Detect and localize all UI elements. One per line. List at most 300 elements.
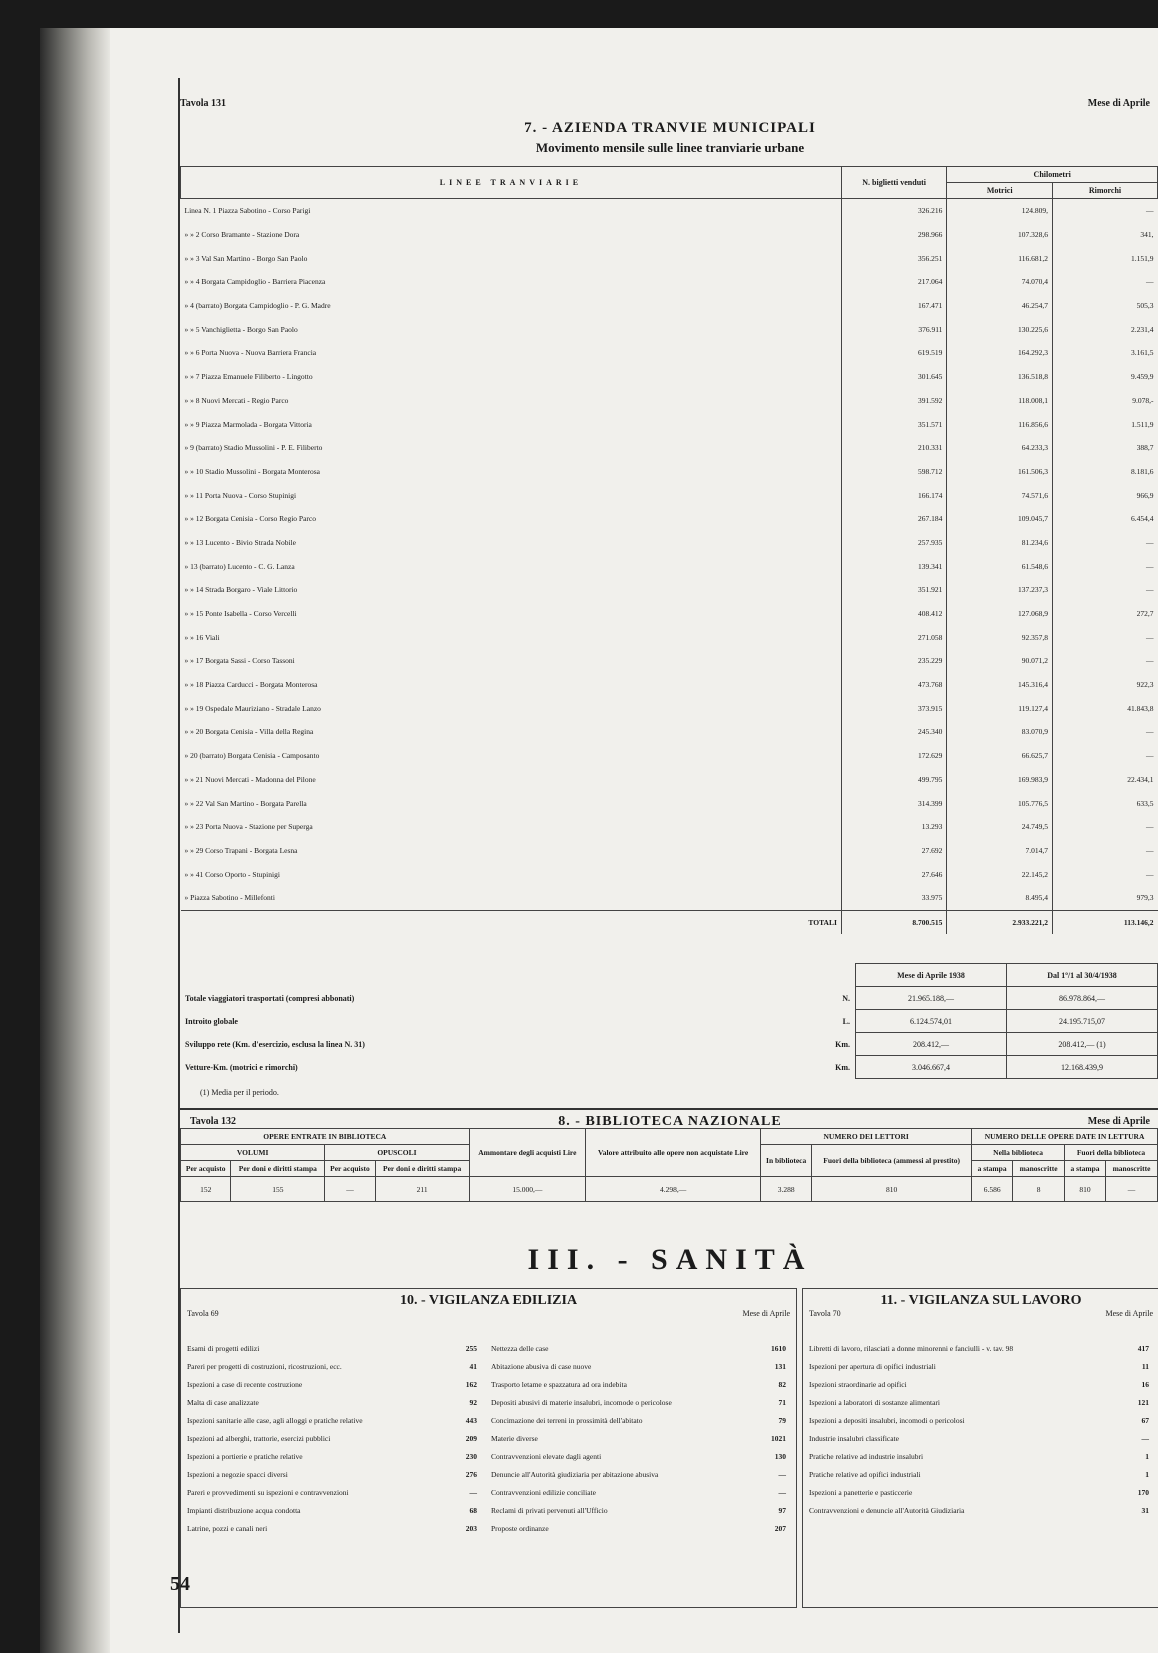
- list-item: [187, 1470, 477, 1479]
- section-7-subtitle: Movimento mensile sulle linee tranviarie urbane: [535, 140, 805, 155]
- km-trailer: 8.181,6: [1052, 460, 1157, 484]
- line-description: » » 2 Corso Bramante - Stazione Dora: [184, 230, 300, 240]
- h-stampa-out: a stampa: [1065, 1161, 1106, 1177]
- item-value: 162: [465, 1380, 477, 1389]
- km-motor: 161.506,3: [947, 460, 1053, 484]
- item-value: 417: [1137, 1344, 1149, 1353]
- h-acq-opu: Per acquisto: [325, 1161, 375, 1177]
- h-mano-out: manoscritte: [1106, 1161, 1158, 1177]
- section-10-box: [180, 1288, 797, 1608]
- h-opdate: NUMERO DELLE OPERE DATE IN LETTURA: [972, 1129, 1158, 1145]
- list-item: [491, 1362, 786, 1371]
- table-row: [181, 294, 1158, 318]
- list-item: [187, 1524, 477, 1533]
- h-nella: Nella biblioteca: [972, 1145, 1065, 1161]
- list-item: [809, 1470, 1149, 1479]
- km-trailer: 1.511,9: [1052, 412, 1157, 436]
- library-value: 8: [1013, 1177, 1065, 1202]
- km-motor: 116.856,6: [947, 412, 1053, 436]
- summary-unit: Km.: [835, 1062, 850, 1072]
- summary-head-period: Dal 1º/1 al 30/4/1938: [1007, 964, 1158, 987]
- table-row: [181, 768, 1158, 792]
- tickets-sold: 267.184: [841, 507, 947, 531]
- km-trailer: 9.078,-: [1052, 389, 1157, 413]
- km-trailer: —: [1052, 839, 1157, 863]
- line-description: Linea N. 1 Piazza Sabotino - Corso Parigi: [184, 206, 311, 216]
- h-acq-vol: Per acquisto: [181, 1161, 231, 1177]
- item-label: Ispezioni straordinarie ad opifici: [809, 1380, 907, 1389]
- km-motor: 8.495,4: [947, 886, 1053, 910]
- library-value: 155: [231, 1177, 325, 1202]
- table-69-number: Tavola 69: [187, 1309, 219, 1318]
- item-label: Trasporto letame e spazzatura ad ora indebita: [491, 1380, 627, 1389]
- tickets-sold: 373.915: [841, 696, 947, 720]
- summary-month-value: 208.412,—: [856, 1033, 1007, 1056]
- list-item: [187, 1362, 477, 1371]
- total-trailer: 113.146,2: [1052, 910, 1157, 934]
- km-trailer: 6.454,4: [1052, 507, 1157, 531]
- summary-head-month: Mese di Aprile 1938: [856, 964, 1007, 987]
- h-mano-in: manoscritte: [1013, 1161, 1065, 1177]
- summary-unit: L.: [842, 1016, 850, 1026]
- list-item: [809, 1452, 1149, 1461]
- km-motor: 74.571,6: [947, 483, 1053, 507]
- table-row: [181, 436, 1158, 460]
- item-value: 71: [778, 1398, 786, 1407]
- month-label: Mese di Aprile: [1087, 98, 1150, 109]
- list-item: [809, 1398, 1149, 1407]
- list-item: [491, 1344, 786, 1353]
- line-description: » » 13 Lucento - Bivio Strada Nobile: [184, 537, 296, 547]
- km-trailer: —: [1052, 578, 1157, 602]
- item-value: 276: [465, 1470, 477, 1479]
- line-description: » » 10 Stadio Mussolini - Borgata Monterosa: [184, 466, 320, 476]
- tickets-sold: 217.064: [841, 270, 947, 294]
- section-11-box: [802, 1288, 1158, 1608]
- list-item: [187, 1434, 477, 1443]
- item-label: Ispezioni a negozie spacci diversi: [187, 1470, 288, 1479]
- table-row: [181, 696, 1158, 720]
- list-item: [187, 1380, 477, 1389]
- item-label: Nettezza delle case: [491, 1344, 549, 1353]
- tickets-sold: 13.293: [841, 815, 947, 839]
- item-label: Latrine, pozzi e canali neri: [187, 1524, 268, 1533]
- tickets-sold: 271.058: [841, 625, 947, 649]
- line-description: » » 21 Nuovi Mercati - Madonna del Pilone: [184, 774, 316, 784]
- tickets-sold: 27.692: [841, 839, 947, 863]
- tickets-sold: 257.935: [841, 531, 947, 555]
- item-value: —: [778, 1470, 786, 1479]
- km-motor: 74.070,4: [947, 270, 1053, 294]
- tickets-sold: 166.174: [841, 483, 947, 507]
- km-trailer: 979,3: [1052, 886, 1157, 910]
- table-number: Tavola 131: [180, 98, 227, 109]
- list-item: [187, 1344, 477, 1353]
- tickets-sold: 314.399: [841, 791, 947, 815]
- summary-label: Totale viaggiatori trasportati (compresi abbonati): [185, 993, 355, 1003]
- item-label: Ispezioni per apertura di opifici industriali: [809, 1362, 936, 1371]
- line-description: » » 23 Porta Nuova - Stazione per Superga: [184, 822, 313, 832]
- km-trailer: —: [1052, 862, 1157, 886]
- list-item: [491, 1506, 786, 1515]
- summary-label: Vetture-Km. (motrici e rimorchi): [185, 1062, 298, 1072]
- tickets-sold: 245.340: [841, 720, 947, 744]
- line-description: » 9 (barrato) Stadio Mussolini - P. E. Filiberto: [184, 443, 323, 453]
- summary-month-value: 21.965.188,—: [856, 987, 1007, 1010]
- km-motor: 137.237,3: [947, 578, 1053, 602]
- item-value: 67: [1141, 1416, 1149, 1425]
- book-spine-shadow: [40, 28, 110, 1653]
- tickets-sold: 298.966: [841, 223, 947, 247]
- line-description: » » 20 Borgata Cenisia - Villa della Regina: [184, 727, 314, 737]
- km-motor: 119.127,4: [947, 696, 1053, 720]
- tickets-sold: 598.712: [841, 460, 947, 484]
- line-description: » 20 (barrato) Borgata Cenisia - Camposanto: [184, 751, 320, 761]
- library-value: 810: [1065, 1177, 1106, 1202]
- km-trailer: —: [1052, 720, 1157, 744]
- item-label: Industrie insalubri classificate: [809, 1434, 899, 1443]
- km-trailer: 272,7: [1052, 602, 1157, 626]
- table-row: [181, 341, 1158, 365]
- km-motor: 83.070,9: [947, 720, 1053, 744]
- item-label: Ispezioni a panetterie e pasticcerie: [809, 1488, 913, 1497]
- section-11-title: 11. - VIGILANZA SUL LAVORO: [880, 1293, 1082, 1308]
- line-description: » » 41 Corso Oporto - Stupinigi: [184, 869, 280, 879]
- library-value: 4.298,—: [586, 1177, 761, 1202]
- tickets-sold: 167.471: [841, 294, 947, 318]
- km-trailer: —: [1052, 531, 1157, 555]
- km-motor: 22.145,2: [947, 862, 1053, 886]
- item-label: Reclami di privati pervenuti all'Ufficio: [491, 1506, 608, 1515]
- km-motor: 109.045,7: [947, 507, 1053, 531]
- table-row: [181, 578, 1158, 602]
- h-volumi: VOLUMI: [181, 1145, 325, 1161]
- table-row: [181, 412, 1158, 436]
- totals-row: [181, 910, 1158, 934]
- library-value: 810: [812, 1177, 972, 1202]
- item-value: 97: [778, 1506, 786, 1515]
- list-item: [809, 1380, 1149, 1389]
- summary-period-value: 12.168.439,9: [1007, 1056, 1158, 1079]
- item-value: 170: [1137, 1488, 1149, 1497]
- item-value: 31: [1141, 1506, 1149, 1515]
- list-item: [187, 1416, 477, 1425]
- item-value: 1: [1145, 1470, 1149, 1479]
- totals-label: TOTALI: [181, 910, 842, 934]
- line-description: » » 11 Porta Nuova - Corso Stupinigi: [184, 490, 297, 500]
- km-trailer: —: [1052, 744, 1157, 768]
- km-motor: 81.234,6: [947, 531, 1053, 555]
- table-row: [181, 460, 1158, 484]
- line-description: » » 19 Ospedale Mauriziano - Stradale Lanzo: [184, 703, 321, 713]
- item-label: Abitazione abusiva di case nuove: [491, 1362, 592, 1371]
- km-motor: 136.518,8: [947, 365, 1053, 389]
- item-label: Ispezioni a portierie e pratiche relative: [187, 1452, 303, 1461]
- list-item: [491, 1488, 786, 1497]
- item-value: 82: [778, 1380, 786, 1389]
- summary-unit: N.: [842, 993, 850, 1003]
- list-item: [187, 1452, 477, 1461]
- km-motor: 105.776,5: [947, 791, 1053, 815]
- tickets-sold: 172.629: [841, 744, 947, 768]
- section-10-title: 10. - VIGILANZA EDILIZIA: [399, 1293, 578, 1308]
- item-value: 11: [1141, 1362, 1149, 1371]
- item-label: Ispezioni a case di recente costruzione: [187, 1380, 303, 1389]
- km-trailer: —: [1052, 270, 1157, 294]
- line-description: » » 18 Piazza Carducci - Borgata Monterosa: [184, 680, 318, 690]
- divider: [180, 1108, 1158, 1110]
- list-item: [491, 1398, 786, 1407]
- line-description: » » 8 Nuovi Mercati - Regio Parco: [184, 395, 289, 405]
- h-amm: Ammontare degli acquisti Lire: [469, 1129, 586, 1177]
- h-in: In biblioteca: [761, 1145, 812, 1177]
- tram-lines-table: [180, 166, 1158, 934]
- item-value: 130: [774, 1452, 786, 1461]
- total-motor: 2.933.221,2: [947, 910, 1053, 934]
- h-lett: NUMERO DEI LETTORI: [761, 1129, 972, 1145]
- summary-table: [180, 963, 1158, 1079]
- table-row: [181, 673, 1158, 697]
- line-description: » » 22 Val San Martino - Borgata Parella: [184, 798, 307, 808]
- line-description: » » 14 Strada Borgaro - Viale Littorio: [184, 585, 298, 595]
- km-motor: 90.071,2: [947, 649, 1053, 673]
- km-trailer: 633,5: [1052, 791, 1157, 815]
- list-item: [491, 1524, 786, 1533]
- km-motor: 116.681,2: [947, 246, 1053, 270]
- library-value: 152: [181, 1177, 231, 1202]
- item-value: 1021: [771, 1434, 786, 1443]
- line-description: » » 7 Piazza Emanuele Filiberto - Lingotto: [184, 372, 313, 382]
- tickets-sold: 408.412: [841, 602, 947, 626]
- item-value: —: [469, 1488, 477, 1497]
- line-description: » » 16 Viali: [184, 632, 220, 642]
- table-row: [181, 744, 1158, 768]
- table-row: [181, 839, 1158, 863]
- table-row: [181, 483, 1158, 507]
- item-value: 443: [465, 1416, 477, 1425]
- tickets-sold: 499.795: [841, 768, 947, 792]
- library-value: —: [325, 1177, 375, 1202]
- item-label: Denuncie all'Autorità giudiziaria per abitazione abusiva: [491, 1470, 659, 1479]
- library-value: 211: [375, 1177, 469, 1202]
- tickets-sold: 235.229: [841, 649, 947, 673]
- line-description: » » 15 Ponte Isabella - Corso Vercelli: [184, 609, 297, 619]
- item-value: 209: [465, 1434, 477, 1443]
- km-motor: 130.225,6: [947, 317, 1053, 341]
- h-opuscoli: OPUSCOLI: [325, 1145, 469, 1161]
- table-row: [181, 317, 1158, 341]
- summary-month-value: 6.124.574,01: [856, 1010, 1007, 1033]
- list-item: [491, 1380, 786, 1389]
- km-trailer: 922,3: [1052, 673, 1157, 697]
- line-description: » » 4 Borgata Campidoglio - Barriera Piacenza: [184, 277, 326, 287]
- tickets-sold: 301.645: [841, 365, 947, 389]
- list-item: [187, 1398, 477, 1407]
- km-trailer: 2.231,4: [1052, 317, 1157, 341]
- line-description: » » 29 Corso Trapani - Borgata Lesna: [184, 845, 298, 855]
- item-value: 16: [1141, 1380, 1149, 1389]
- tickets-sold: 27.646: [841, 862, 947, 886]
- line-description: » » 9 Piazza Marmolada - Borgata Vittoria: [184, 419, 312, 429]
- line-description: » » 12 Borgata Cenisia - Corso Regio Parco: [184, 514, 317, 524]
- km-motor: 66.625,7: [947, 744, 1053, 768]
- line-description: » Piazza Sabotino - Millefonti: [184, 893, 275, 903]
- item-label: Depositi abusivi di materie insalubri, incomode o pericolose: [491, 1398, 672, 1407]
- line-description: » » 5 Vanchiglietta - Borgo San Paolo: [184, 324, 298, 334]
- item-label: Pratiche relative ad opifici industriali: [809, 1470, 921, 1479]
- item-label: Proposte ordinanze: [491, 1524, 549, 1533]
- summary-period-value: 208.412,— (1): [1007, 1033, 1158, 1056]
- km-trailer: 505,3: [1052, 294, 1157, 318]
- km-trailer: 22.434,1: [1052, 768, 1157, 792]
- item-label: Pareri per progetti di costruzioni, ricostruzioni, ecc.: [187, 1362, 342, 1371]
- table-row: [181, 720, 1158, 744]
- table-row: [181, 531, 1158, 555]
- col-motor: Motrici: [947, 183, 1053, 199]
- line-description: » » 17 Borgata Sassi - Corso Tassoni: [184, 656, 295, 666]
- tickets-sold: 139.341: [841, 554, 947, 578]
- page-number: 54: [170, 1573, 190, 1595]
- item-value: 203: [465, 1524, 477, 1533]
- item-value: 121: [1137, 1398, 1149, 1407]
- item-value: 92: [469, 1398, 477, 1407]
- list-item: [491, 1470, 786, 1479]
- total-tickets: 8.700.515: [841, 910, 947, 934]
- tickets-sold: 326.216: [841, 199, 947, 223]
- item-value: —: [778, 1488, 786, 1497]
- summary-period-value: 24.195.715,07: [1007, 1010, 1158, 1033]
- list-item: [187, 1506, 477, 1515]
- km-motor: 124.809,: [947, 199, 1053, 223]
- summary-row: [180, 1010, 1158, 1033]
- section-11-month: Mese di Aprile: [1105, 1309, 1153, 1318]
- library-value: 6.586: [972, 1177, 1013, 1202]
- table-row: [181, 199, 1158, 223]
- km-motor: 46.254,7: [947, 294, 1053, 318]
- list-item: [491, 1452, 786, 1461]
- list-item: [491, 1416, 786, 1425]
- table-row: [181, 270, 1158, 294]
- item-value: 131: [774, 1362, 786, 1371]
- km-motor: 7.014,7: [947, 839, 1053, 863]
- library-value: —: [1106, 1177, 1158, 1202]
- item-label: Materie diverse: [491, 1434, 538, 1443]
- tickets-sold: 33.975: [841, 886, 947, 910]
- list-item: [809, 1434, 1149, 1443]
- km-motor: 92.357,8: [947, 625, 1053, 649]
- table-row: [181, 649, 1158, 673]
- item-label: Impianti distribuzione acqua condotta: [187, 1506, 301, 1515]
- section-iii-title: III. - SANITÀ: [527, 1243, 813, 1276]
- col-tickets: N. biglietti venduti: [841, 167, 947, 199]
- summary-row: [180, 1033, 1158, 1056]
- library-value: 3.288: [761, 1177, 812, 1202]
- item-label: Concimazione dei terreni in prossimità dell'abitato: [491, 1416, 643, 1425]
- km-motor: 169.983,9: [947, 768, 1053, 792]
- tickets-sold: 391.592: [841, 389, 947, 413]
- km-trailer: 9.459,9: [1052, 365, 1157, 389]
- item-label: Ispezioni a laboratori di sostanze alimentari: [809, 1398, 940, 1407]
- item-value: 68: [469, 1506, 477, 1515]
- item-value: 1: [1145, 1452, 1149, 1461]
- item-label: Libretti di lavoro, rilasciati a donne minorenni e fanciulli - v. tav. 98: [809, 1344, 1014, 1353]
- item-value: 41: [469, 1362, 477, 1371]
- item-label: Malta di case analizzate: [187, 1398, 259, 1407]
- line-description: » » 6 Porta Nuova - Nuova Barriera Francia: [184, 348, 317, 358]
- km-motor: 61.548,6: [947, 554, 1053, 578]
- table-row: [181, 246, 1158, 270]
- item-value: 79: [778, 1416, 786, 1425]
- km-trailer: —: [1052, 554, 1157, 578]
- table-row: [181, 602, 1158, 626]
- item-label: Contravvenzioni e denuncie all'Autorità Giudiziaria: [809, 1506, 965, 1515]
- h-doni-vol: Per doni e diritti stampa: [231, 1161, 325, 1177]
- list-item: [809, 1506, 1149, 1515]
- list-item: [809, 1344, 1149, 1353]
- km-motor: 145.316,4: [947, 673, 1053, 697]
- table-row: [181, 815, 1158, 839]
- footnote: (1) Media per il periodo.: [200, 1088, 279, 1097]
- table-row: [181, 389, 1158, 413]
- km-trailer: 1.151,9: [1052, 246, 1157, 270]
- summary-period-value: 86.978.864,—: [1007, 987, 1158, 1010]
- km-motor: 118.008,1: [947, 389, 1053, 413]
- list-item: [809, 1488, 1149, 1497]
- list-item: [187, 1488, 477, 1497]
- tickets-sold: 351.921: [841, 578, 947, 602]
- table-row: [181, 223, 1158, 247]
- item-label: Pratiche relative ad industrie insalubri: [809, 1452, 924, 1461]
- item-label: Ispezioni a depositi insalubri, incomodi o pericolosi: [809, 1416, 965, 1425]
- tickets-sold: 376.911: [841, 317, 947, 341]
- library-table: [180, 1128, 1158, 1202]
- km-motor: 24.749,5: [947, 815, 1053, 839]
- section-7-title: 7. - AZIENDA TRANVIE MUNICIPALI: [524, 120, 816, 136]
- km-motor: 127.068,9: [947, 602, 1053, 626]
- line-description: » 4 (barrato) Borgata Campidoglio - P. G. Madre: [184, 301, 331, 311]
- table-row: [181, 365, 1158, 389]
- h-fuori: Fuori della biblioteca (ammessi al prestito): [812, 1145, 972, 1177]
- km-trailer: 388,7: [1052, 436, 1157, 460]
- h-stampa-in: a stampa: [972, 1161, 1013, 1177]
- item-value: 207: [774, 1524, 786, 1533]
- h-val: Valore attribuito alle opere non acquistate Lire: [586, 1129, 761, 1177]
- item-value: 255: [465, 1344, 477, 1353]
- col-trailer: Rimorchi: [1052, 183, 1157, 199]
- km-trailer: 966,9: [1052, 483, 1157, 507]
- line-description: » 13 (barrato) Lucento - C. G. Lanza: [184, 561, 295, 571]
- section-8-month: Mese di Aprile: [1087, 1116, 1150, 1127]
- summary-month-value: 3.046.667,4: [856, 1056, 1007, 1079]
- list-item: [809, 1362, 1149, 1371]
- summary-unit: Km.: [835, 1039, 850, 1049]
- km-motor: 107.328,6: [947, 223, 1053, 247]
- tickets-sold: 351.571: [841, 412, 947, 436]
- table-row: [181, 625, 1158, 649]
- km-trailer: —: [1052, 625, 1157, 649]
- item-label: Pareri e provvedimenti su ispezioni e contravvenzioni: [187, 1488, 349, 1497]
- tickets-sold: 619.519: [841, 341, 947, 365]
- h-fuoribib: Fuori della biblioteca: [1065, 1145, 1158, 1161]
- km-trailer: 41.843,8: [1052, 696, 1157, 720]
- summary-row: [180, 987, 1158, 1010]
- table-70-number: Tavola 70: [809, 1309, 841, 1318]
- item-label: Ispezioni sanitarie alle case, agli alloggi e pratiche relative: [187, 1416, 363, 1425]
- h-opere: OPERE ENTRATE IN BIBLIOTECA: [181, 1129, 470, 1145]
- tickets-sold: 210.331: [841, 436, 947, 460]
- h-doni-opu: Per doni e diritti stampa: [375, 1161, 469, 1177]
- table-132-number: Tavola 132: [190, 1116, 237, 1127]
